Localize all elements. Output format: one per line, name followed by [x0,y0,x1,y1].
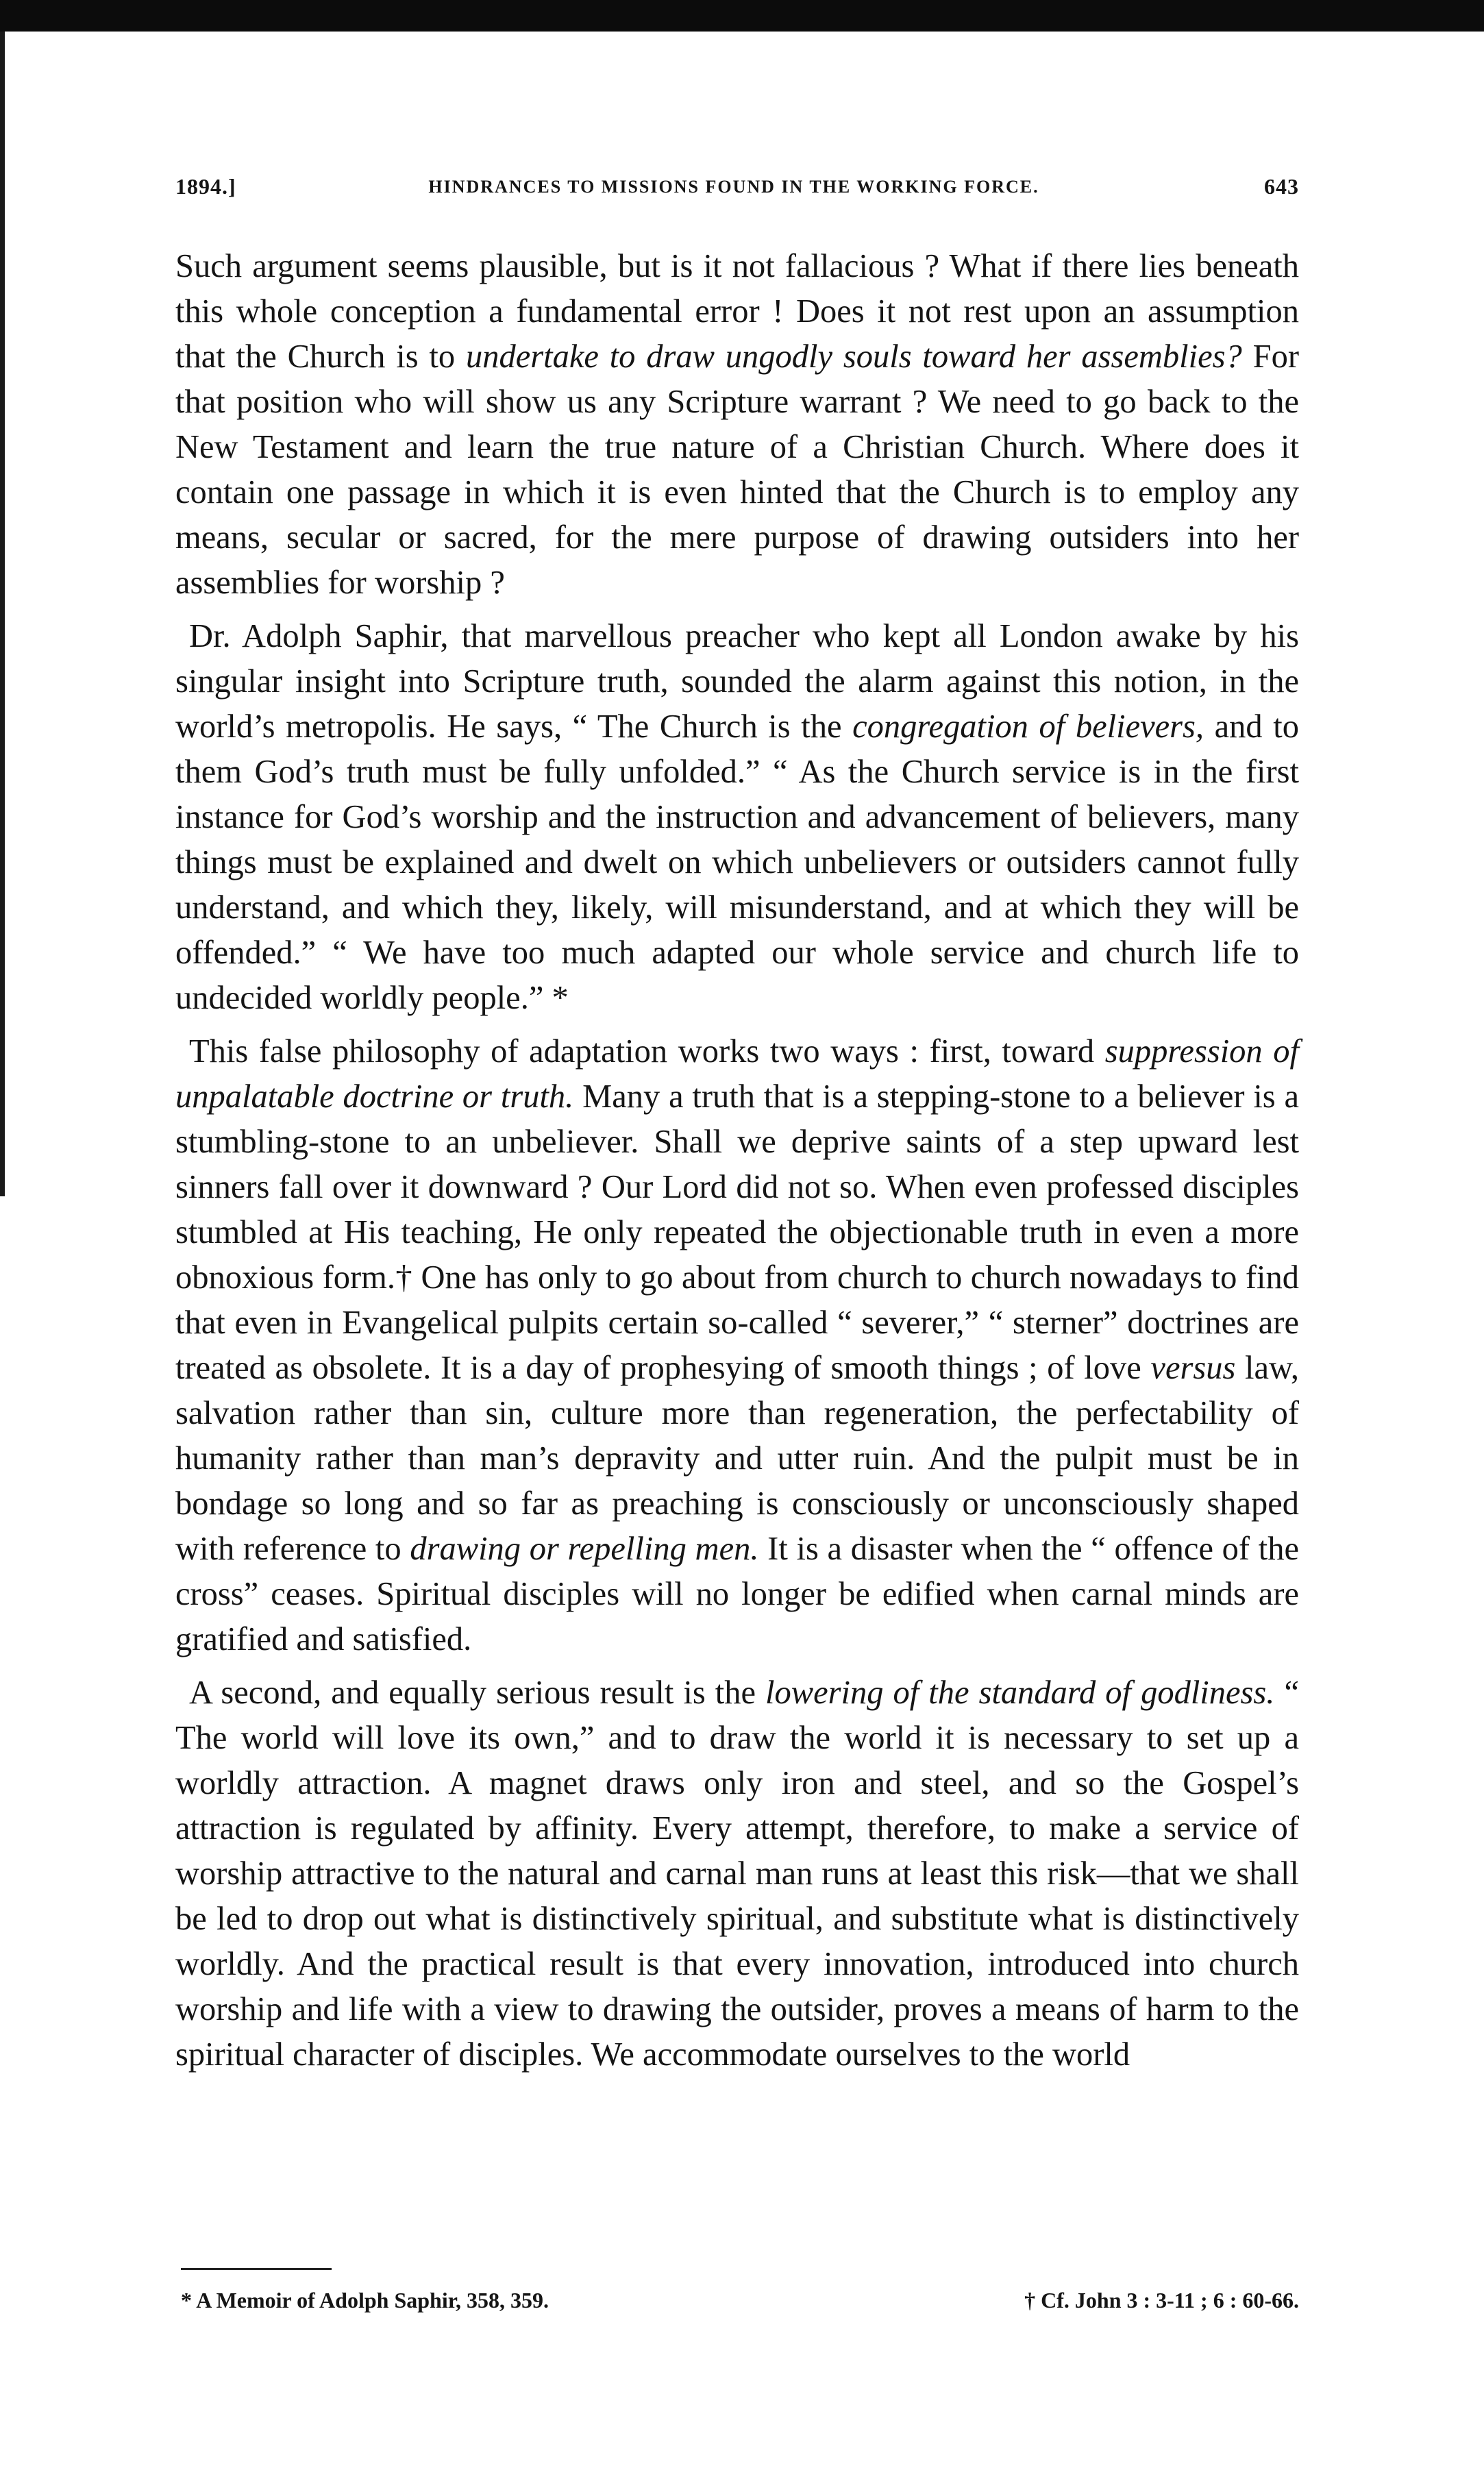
running-head [175,164,1299,208]
scan-top-border [0,0,1484,32]
italic-run: undertake to draw ungodly souls toward her assemblies? [465,338,1242,375]
text-run: For that position who will show us any Scripture warrant ? We need to go back to the New Testament and learn the true nature of a Christian Church. Where does it contain one passage in which it is even hinted that the Church is to employ any means, secular or sacred, for the mere purpose of drawing outsiders into her assemblies for worship ? [175,338,1299,601]
body-text [175,244,1299,2077]
scan-left-border [0,32,5,1196]
italic-run: suppression of unpalatable doctrine or truth. [175,1033,1299,1115]
paragraph [175,244,1299,606]
book-page [175,164,1299,2086]
text-run: law, salvation rather than sin, culture more than regeneration, the perfectability of humanity rather than man’s depravity and utter ruin. And the pulpit must be in bondage so long and so far as preaching is consciously or unconsciously shaped with reference to [175,1350,1299,1567]
text-run: This false philosophy of adaptation works two ways : first, toward [189,1033,1105,1070]
text-run: and to them God’s truth must be fully unfolded.” “ As the Church service is in the first instance for God’s worship and the instruction and advancement of believers, many things must be explained and dwelt on which unbelievers or outsiders cannot fully understand, and which they, likely, will misunderstand, and at which they will be offended.” “ We have too much adapted our whole service and church life to undecided worldly people.” * [175,708,1299,1016]
footnote-rule [181,2268,332,2270]
italic-run: lowering of the standard of godliness. [765,1675,1275,1711]
footnotes [175,2268,1299,2322]
footnote-left: * A Memoir of Adolph Saphir, 358, 359. [181,2288,549,2312]
text-run: Such argument seems plausible, but is it not fallacious ? What if there lies beneath this whole conception a fundamental error ! Does it not rest upon an assumption that the Church is to [175,248,1299,375]
text-run: “ The world will love its own,” and to draw the world it is necessary to set up a worldly attraction. A magnet draws only iron and steel, and so the Gospel’s attraction is regulated by affinity. Every attempt, therefore, to make a service of worship attractive to the natural and carnal man runs at least this risk—that we shall be led to drop out what is distinctively spiritual, and substitute what is distinctively worldly. And the practical result is that every innovation, introduced into church worship and life with a view to drawing the outsider, proves a means of harm to the spiritual character of disciples. We accommodate ourselves to the world [175,1675,1299,2073]
paragraph [175,614,1299,1021]
italic-run: drawing or repelling men. [410,1531,759,1567]
paragraph [175,1670,1299,2077]
running-head-title: HINDRANCES TO MISSIONS FOUND IN THE WORKING FORCE. [428,177,1039,197]
italic-run: versus [1150,1350,1236,1386]
text-run: It is a disaster when the “ offence of the cross” ceases. Spiritual disciples will no longer be edified when carnal minds are gratified and satisfied. [175,1531,1299,1657]
footnote-right: † Cf. John 3 : 3-11 ; 6 : 60-66. [1024,2288,1299,2312]
italic-run: congregation of believers, [852,708,1204,745]
text-run: Many a truth that is a stepping-stone to a believer is a stumbling-stone to an unbeliever. Shall we deprive saints of a step upward lest sinners fall over it downward ? Our Lord did not so. When even professed disciples stumbled at His teaching, He only repeated the objectionable truth in even a more obnoxious form.† One has only to go about from church to church nowadays to find that even in Evangelical pulpits certain so-called “ severer,” “ sterner” doctrines are treated as obsolete. It is a day of prophesying of smooth things ; of love [175,1078,1299,1386]
text-run: Dr. Adolph Saphir, that marvellous preacher who kept all London awake by his singular insight into Scripture truth, sounded the alarm against this notion, in the world’s metropolis. He says, “ The Church is the [175,618,1299,745]
paragraph [175,1029,1299,1662]
text-run: A second, and equally serious result is the [189,1675,766,1711]
running-head-year: 1894.] [175,174,236,199]
page-number: 643 [1264,174,1299,199]
